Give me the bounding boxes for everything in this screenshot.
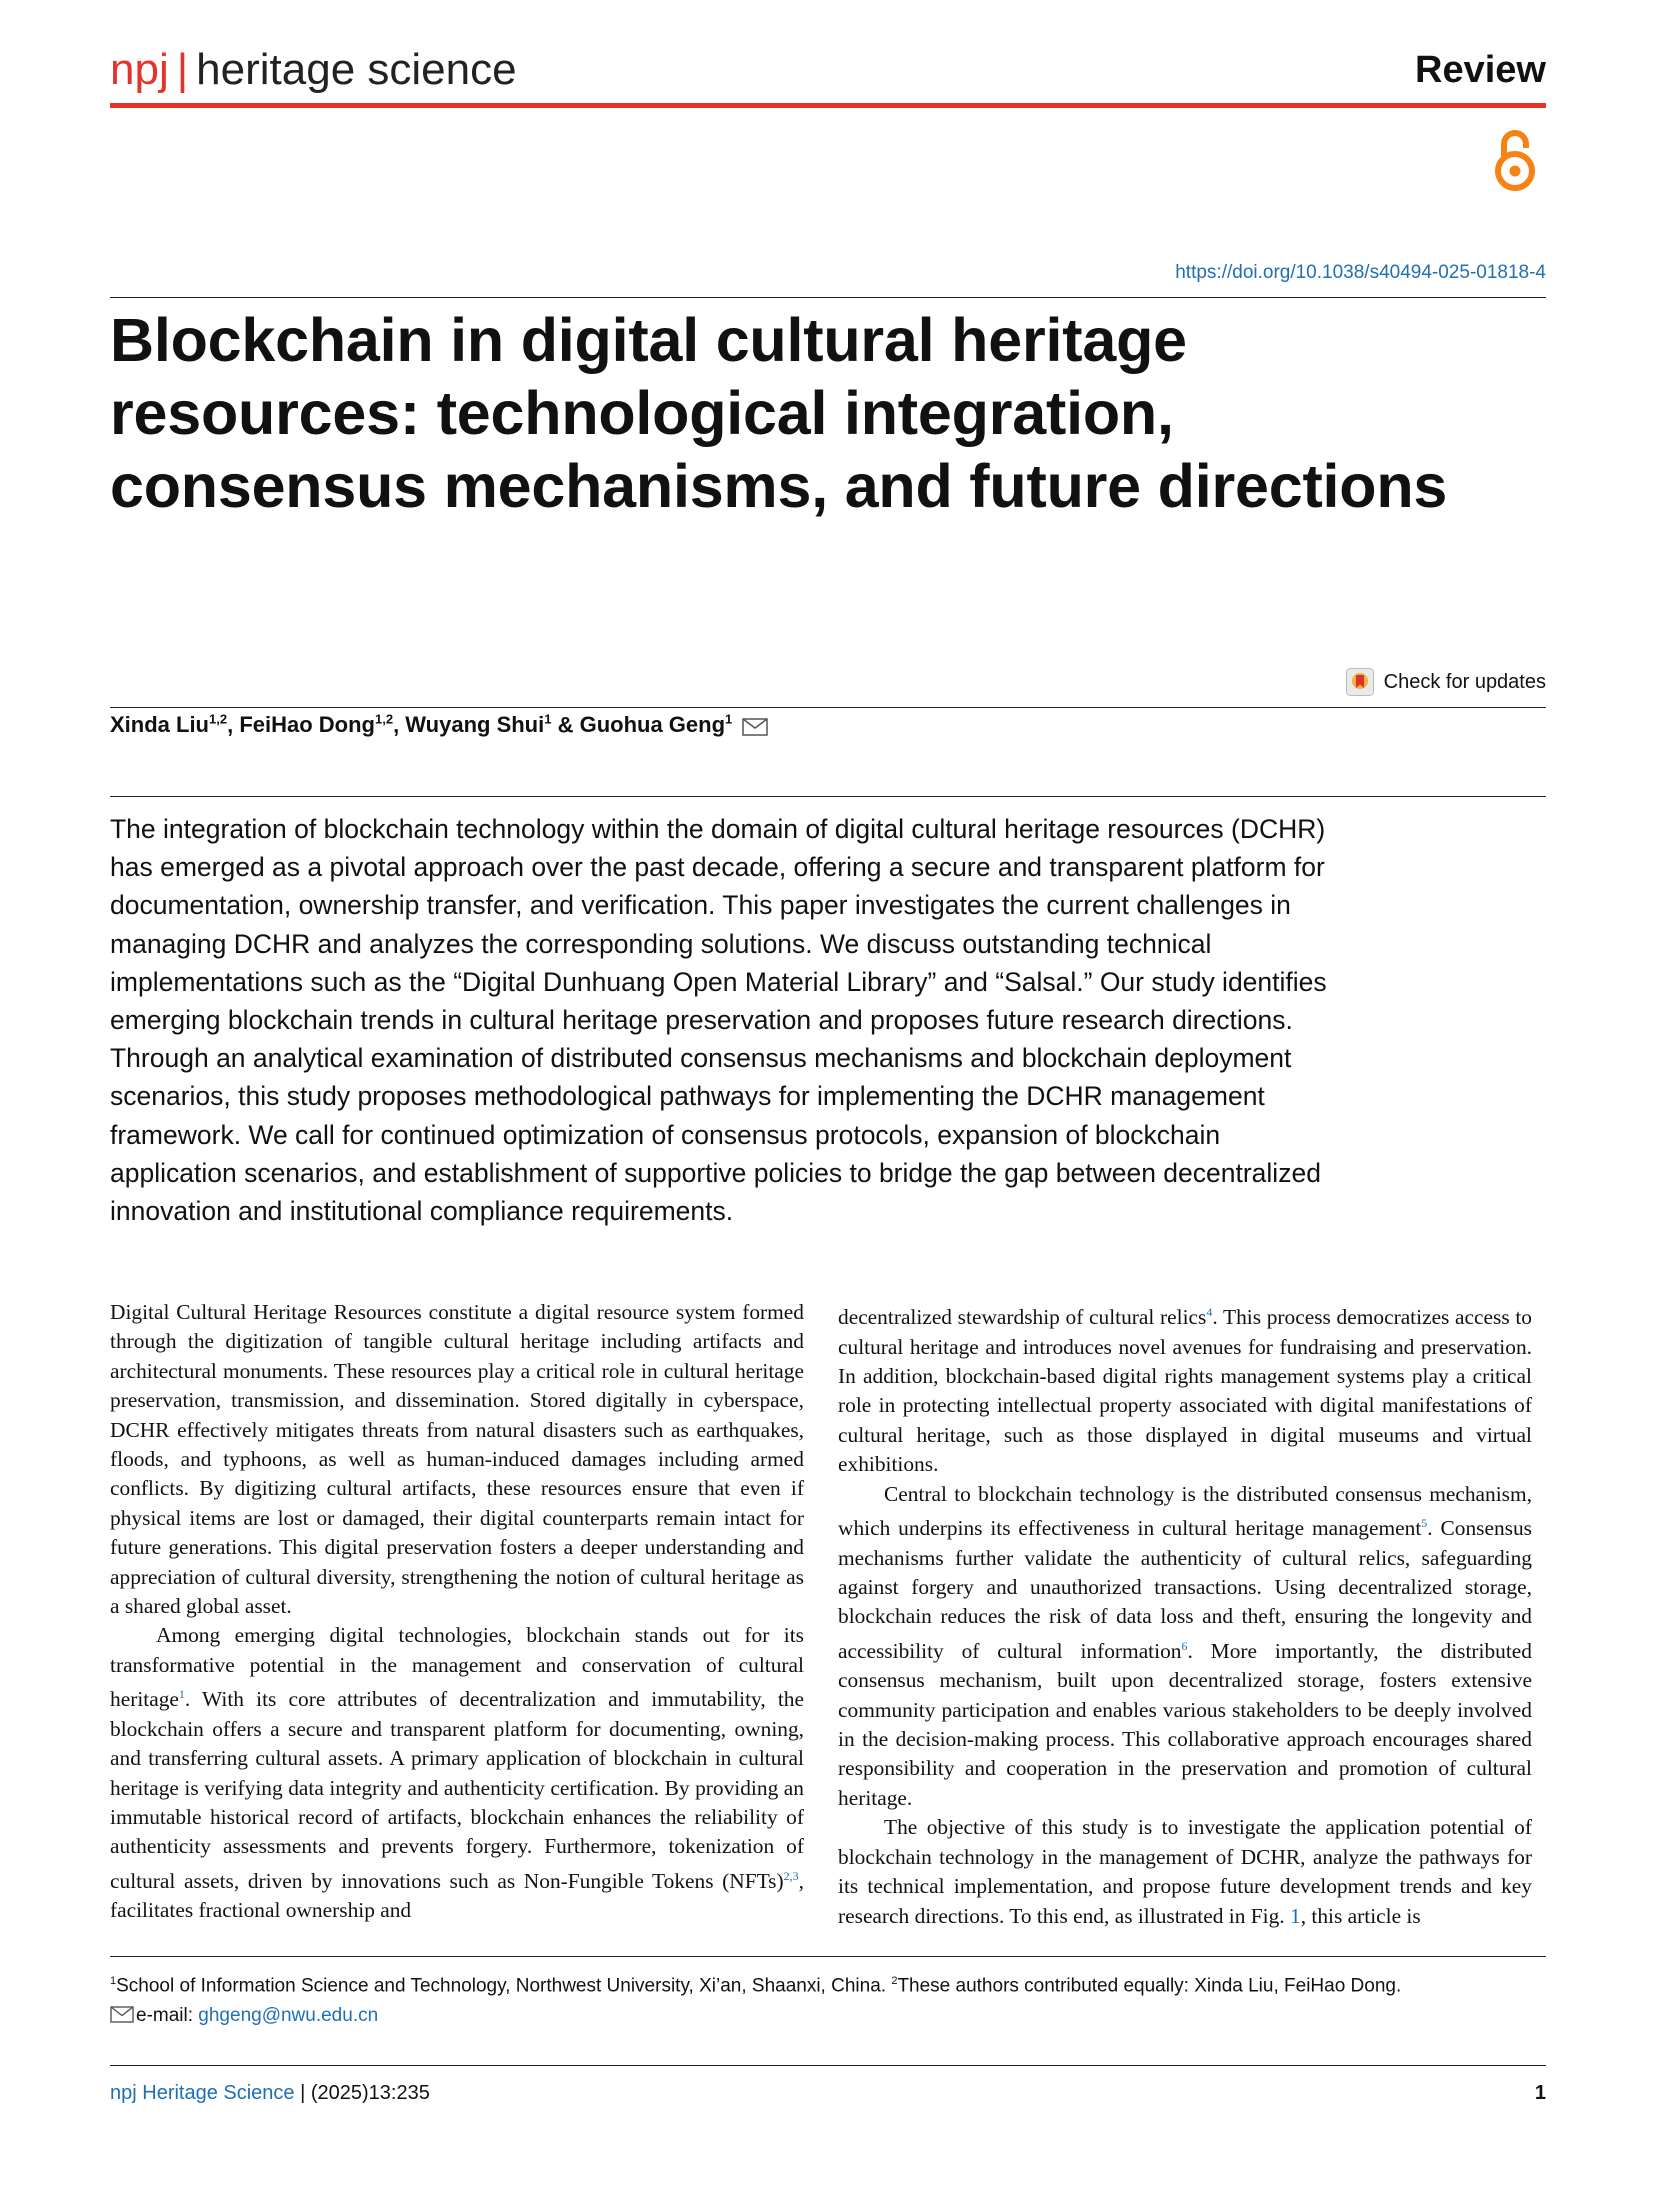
- paragraph: Among emerging digital technologies, blockchain stands out for its transformative potential in the management and conservation of cultural heritage$^1$. With its core attributes of decentralization and immutability, the blockchain offers a secure and transparent platform for documenting, owning, and transferring cultural assets. A primary application of blockchain in cultural heritage is verifying data integrity and authenticity certification. By providing an immutable historical record of artifacts, blockchain enhances the reliability of authenticity assessments and prevents forgery. Furthermore, tokenization of cultural assets, driven by innovations such as Non-Fungible Tokens (NFTs)$^{2,3}$, facilitates fractional ownership and: [110, 1623, 804, 1923]
- page-footer: [110, 2082, 1546, 2105]
- doi-divider: [110, 297, 1546, 298]
- abstract-top-divider: [110, 796, 1546, 797]
- footnote-divider: [110, 1956, 1546, 1957]
- email-line: e-mail: ghgeng@nwu.edu.cn: [110, 2001, 1546, 2031]
- author-1[interactable]: Xinda Liu$^{1,2}$: [110, 712, 228, 738]
- paragraph: decentralized stewardship of cultural relics$^4$. This process democratizes access to cultural heritage and introduces novel avenues for fundraising and preservation. In addition, blockchain-based digital rights management systems play a critical role in protecting intellectual property associated with digital manifestations of cultural heritage, such as those displayed in digital museums and virtual exhibitions.: [838, 1305, 1533, 1477]
- brand-journal-name: heritage science: [196, 45, 517, 94]
- author-2[interactable]: FeiHao Dong$^{1,2}$: [239, 712, 394, 738]
- footer-citation: | (2025)13:235: [294, 2082, 430, 2104]
- affiliations-footnote: [110, 1966, 1546, 2031]
- figure-ref[interactable]: 1: [1289, 1903, 1301, 1928]
- body-column-left: [110, 1298, 804, 1926]
- citation-ref[interactable]: 5: [1421, 1515, 1428, 1530]
- abstract: The integration of blockchain technology within the domain of digital cultural heritage resources (DCHR) has emerged as a pivotal approach over the past decade, offering a secure and transparent platform for documentation, ownership transfer, and verification. This paper investigates the current challenges in managing DCHR and analyzes the corresponding solutions. We discuss outstanding technical implementations such as the “Digital Dunhuang Open Material Library” and “Salsal.” Our study identifies emerging blockchain trends in cultural heritage preservation and proposes future research directions. Through an analytical examination of distributed consensus mechanisms and blockchain deployment scenarios, this study proposes methodological pathways for implementing the DCHR management framework. We call for continued optimization of consensus protocols, expansion of blockchain application scenarios, and establishment of supportive policies to bridge the gap between decentralized innovation and institutional compliance requirements.: [110, 814, 1327, 1227]
- paragraph: Central to blockchain technology is the distributed consensus mechanism, which underpins its effectiveness in cultural heritage management$^5$. Consensus mechanisms further validate the authenticity of cultural relics, safeguarding against forgery and unauthorized transactions. Using decentralized storage, blockchain reduces the risk of data loss and theft, ensuring the longevity and accessibility of cultural information$^6$. More importantly, the distributed consensus mechanism, built upon decentralized storage, fosters extensive community participation and enables various stakeholders to be deeply involved in the decision-making process. This collaborative approach encourages shared responsibility and cooperation in the preservation and promotion of cultural heritage.: [838, 1481, 1533, 1810]
- doi-link[interactable]: https://doi.org/10.1038/s40494-025-01818-4: [1175, 262, 1546, 283]
- citation-ref[interactable]: 1: [178, 1687, 185, 1702]
- affiliation-line: $^1$School of Information Science and Technology, Northwest University, Xi’an, Shaanxi, China. $^2$These authors contributed equally: Xinda Liu, FeiHao Dong.: [110, 1975, 1402, 1997]
- authors-top-divider: [110, 707, 1546, 708]
- check-for-updates[interactable]: [1346, 668, 1546, 696]
- citation-ref[interactable]: 6: [1181, 1638, 1188, 1653]
- author-3[interactable]: Wuyang Shui$^1$: [405, 712, 552, 738]
- citation-ref[interactable]: 4: [1206, 1305, 1213, 1319]
- header-divider: [110, 103, 1546, 108]
- footer-divider: [110, 2065, 1546, 2066]
- author-4[interactable]: Guohua Geng$^1$: [579, 712, 733, 738]
- footer-journal-link[interactable]: npj Heritage Science: [110, 2082, 295, 2104]
- journal-brand[interactable]: [110, 42, 517, 98]
- open-access-icon: [1490, 126, 1540, 192]
- envelope-icon[interactable]: [742, 718, 768, 736]
- envelope-icon: [110, 2006, 134, 2023]
- paragraph: Digital Cultural Heritage Resources constitute a digital resource system formed through the digitization of tangible cultural heritage including artifacts and architectural monuments. These resources play a critical role in cultural heritage preservation, transmission, and dissemination. Stored digitally in cyberspace, DCHR effectively mitigates threats from natural disasters such as earthquakes, floods, and typhoons, as well as human-induced damages including armed conflicts. By digitizing cultural artifacts, these resources ensure that even if physical items are lost or damaged, their digital counterparts remain intact for future generations. This digital preservation fosters a deeper understanding and appreciation of cultural diversity, strengthening the notion of cultural heritage as a shared global asset.: [110, 1300, 804, 1619]
- page-number: 1: [1534, 2082, 1546, 2104]
- author-list: Xinda Liu$^{1,2}$, FeiHao Dong$^{1,2}$, Wuyang Shui$^1$ & Guohua Geng$^1$: [110, 712, 768, 738]
- check-for-updates-label: Check for updates: [1383, 670, 1546, 693]
- body-column-right: [838, 1298, 1532, 1931]
- article-type: Review: [1415, 49, 1546, 91]
- paragraph: The objective of this study is to investigate the application potential of blockchain technology in the management of DCHR, analyze the pathways for its technical implementation, and propose future development trends and key research directions. To this end, as illustrated in Fig. 1, this article is: [838, 1815, 1532, 1928]
- brand-separator: |: [176, 45, 189, 94]
- check-for-updates-icon: [1346, 668, 1374, 696]
- citation-ref[interactable]: 2,3: [783, 1868, 799, 1883]
- article-title: Blockchain in digital cultural heritage resources: technological integration, consensus mechanisms, and future directions: [110, 306, 1448, 520]
- brand-npj: npj: [110, 45, 169, 94]
- journal-header: [110, 42, 1546, 102]
- corresponding-email-link[interactable]: ghgeng@nwu.edu.cn: [198, 2005, 379, 2027]
